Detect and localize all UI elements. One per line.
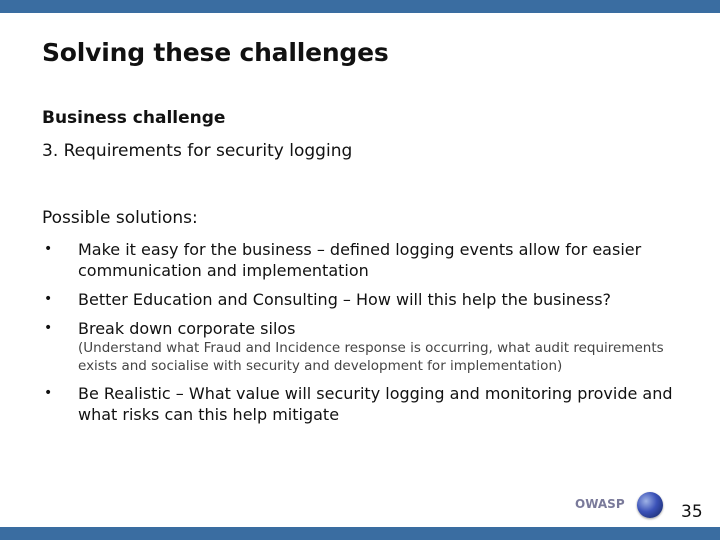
bottom-accent-bar (0, 527, 720, 540)
owasp-brand: OWASP (575, 497, 625, 511)
list-item-body (78, 318, 682, 375)
top-accent-bar (0, 0, 720, 13)
list-item-text: Be Realistic – What value will security logging and monitoring provide and what risks can this help mitigate (78, 384, 673, 424)
globe-icon (637, 492, 663, 518)
list-item-text: Break down corporate silos (78, 319, 296, 338)
page-number: 35 (681, 502, 703, 522)
slide-title: Solving these challenges (42, 38, 389, 67)
list-item (42, 239, 682, 281)
challenge-description: 3. Requirements for security logging (42, 141, 353, 161)
business-challenge-heading: Business challenge (42, 108, 226, 128)
bullet-icon: • (44, 241, 53, 257)
list-item-text: Make it easy for the business – defined logging events allow for easier communication and implementation (78, 240, 642, 280)
solutions-list (42, 239, 682, 425)
list-item-note: (Understand what Fraud and Incidence response is occurring, what audit requirements exists and socialise with security and development for implementation) (78, 340, 664, 374)
list-item (42, 289, 682, 310)
bullet-icon: • (44, 320, 53, 336)
list-item (42, 318, 682, 375)
list-item (42, 383, 682, 425)
bullet-icon: • (44, 385, 53, 401)
list-item-text: Better Education and Consulting – How will this help the business? (78, 290, 612, 309)
bullet-icon: • (44, 291, 53, 307)
solutions-label: Possible solutions: (42, 208, 198, 228)
